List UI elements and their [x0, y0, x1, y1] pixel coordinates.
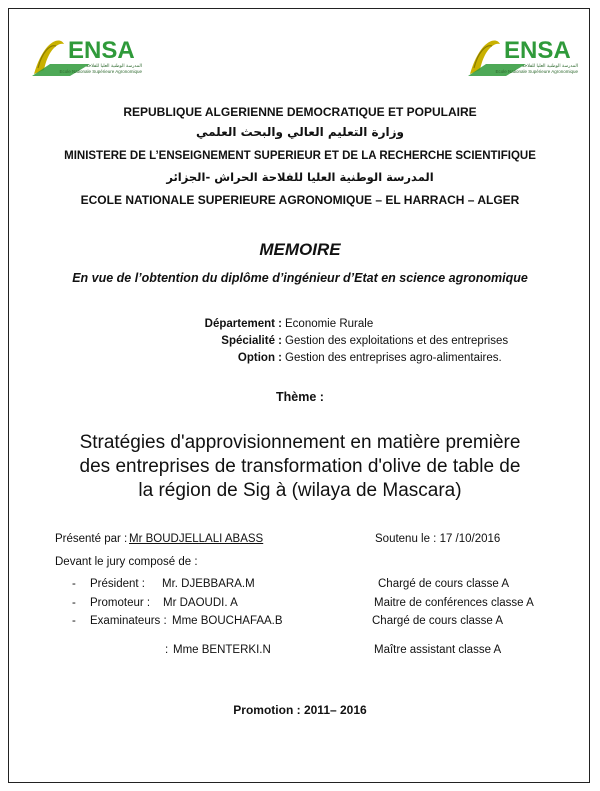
jury-dash: -: [72, 615, 76, 627]
svg-text:Ecole Nationale Supérieure Agr: Ecole Nationale Supérieure Agronomique: [59, 69, 142, 74]
jury-title: Chargé de cours classe A: [372, 615, 504, 627]
presenter-name: Mr BOUDJELLALI ABASS: [129, 533, 264, 545]
svg-text:ENSA: ENSA: [504, 37, 571, 64]
jury-name: Mr. DJEBBARA.M: [162, 578, 255, 590]
svg-text:Ecole Nationale Supérieure Agr: Ecole Nationale Supérieure Agronomique: [495, 69, 578, 74]
svg-text:المدرسة الوطنية العليا للفلاحة: المدرسة الوطنية العليا للفلاحة: [86, 64, 142, 69]
memoire-title: MEMOIRE: [259, 240, 341, 259]
theme-line-2: des entreprises de transformation d'olive de table de: [79, 456, 521, 477]
ensa-logo-graphic: [30, 30, 148, 84]
speciality-value: Gestion des exploitations et des entreprises: [285, 335, 509, 347]
option-value: Gestion des entreprises agro-alimentaires.: [285, 352, 502, 364]
ensa-logo-right: [466, 30, 584, 84]
jury-name: Mme BENTERKI.N: [173, 644, 271, 656]
jury-role: Examinateurs :: [90, 615, 167, 627]
option-label: Option :: [237, 352, 282, 364]
svg-text:ENSA: ENSA: [68, 37, 135, 64]
jury-title: Maître assistant classe A: [374, 644, 502, 656]
school-line: ECOLE NATIONALE SUPERIEURE AGRONOMIQUE – EL HARRACH – ALGER: [80, 193, 520, 207]
theme-label: Thème :: [276, 390, 324, 404]
jury-intro: Devant le jury composé de :: [55, 556, 198, 568]
theme-line-3: la région de Sig à (wilaya de Mascara): [138, 480, 462, 501]
jury-role: Président :: [90, 578, 145, 590]
jury-name: Mr DAOUDI. A: [163, 597, 238, 609]
presenter-label: Présenté par :: [55, 533, 128, 545]
school-arabic-line: المدرسة الوطنية العليا للفلاحة الحراش -الجزائر: [166, 170, 434, 184]
ministry-arabic-line: وزارة التعليم العالي والبحث العلمي: [195, 125, 405, 139]
ensa-logo-left: [30, 30, 148, 84]
svg-text:المدرسة الوطنية العليا للفلاحة: المدرسة الوطنية العليا للفلاحة: [522, 64, 578, 69]
jury-name: Mme BOUCHAFAA.B: [172, 615, 283, 627]
speciality-label: Spécialité :: [221, 335, 282, 347]
jury-dash: -: [72, 578, 76, 590]
jury-title: Maitre de conférences classe A: [374, 597, 534, 609]
jury-dash: -: [72, 597, 76, 609]
jury-role: :: [165, 644, 169, 656]
defense-date: Soutenu le : 17 /10/2016: [375, 533, 501, 545]
department-value: Economie Rurale: [285, 318, 374, 330]
theme-line-1: Stratégies d'approvisionnement en matière première: [79, 432, 521, 453]
jury-title: Chargé de cours classe A: [378, 578, 510, 590]
department-label: Département :: [204, 318, 282, 330]
memoire-subtitle: En vue de l’obtention du diplôme d’ingénieur d’Etat en science agronomique: [72, 271, 528, 285]
republic-line: REPUBLIQUE ALGERIENNE DEMOCRATIQUE ET POPULAIRE: [123, 105, 477, 119]
jury-role: Promoteur :: [90, 597, 151, 609]
promotion-line: Promotion : 2011– 2016: [233, 703, 367, 717]
ensa-logo-graphic: [466, 30, 584, 84]
ministry-line: MINISTERE DE L’ENSEIGNEMENT SUPERIEUR ET DE LA RECHERCHE SCIENTIFIQUE: [64, 150, 536, 162]
